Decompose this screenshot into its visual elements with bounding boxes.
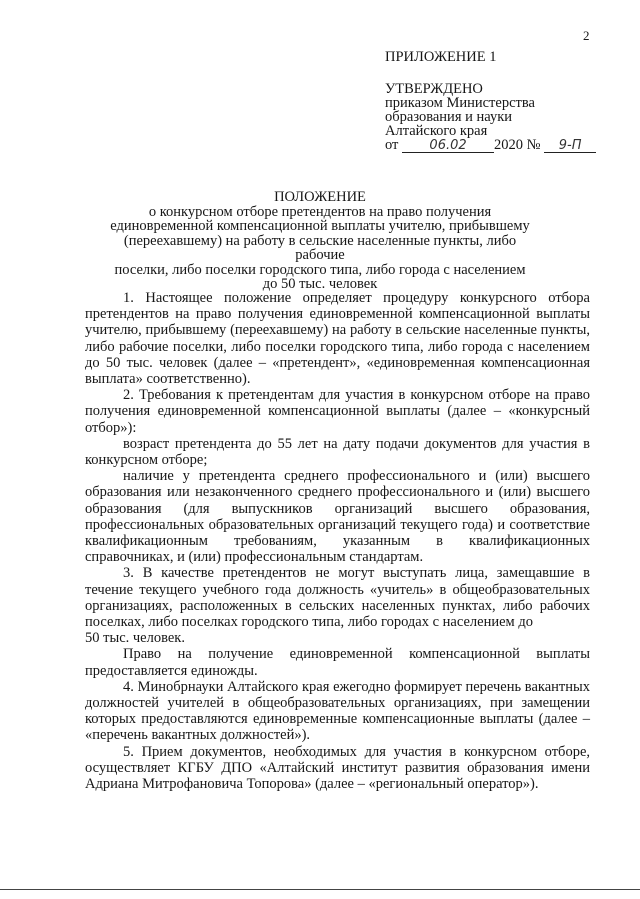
title-line-4: поселки, либо поселки городского типа, либо города с населением: [114, 261, 526, 278]
title-line-3: (переехавшему) на работу в сельские населенные пункты, либо рабочие: [123, 232, 517, 263]
order-number-handwritten: 9-П: [544, 139, 596, 153]
paragraph-3: 3. В качестве претендентов не могут выступать лица, замещавшие в течение текущего учебного года должность «учитель» в общеобразовательных организациях, расположенных в сельских населенных пунктах, либо рабочих поселках, либо поселках городского типа, либо городах с населением до: [85, 565, 590, 631]
order-line-3: Алтайского края: [385, 123, 488, 139]
page-number: 2: [583, 28, 590, 43]
approved-label: УТВЕРЖДЕНО: [385, 81, 483, 97]
date-prefix: от: [385, 137, 399, 153]
appendix-label: ПРИЛОЖЕНИЕ 1: [385, 49, 497, 65]
paragraph-right-once: Право на получение единовременной компенсационной выплаты предоставляется единожды.: [85, 646, 590, 679]
paragraph-5: 5. Прием документов, необходимых для участия в конкурсном отборе, осуществляет КГБУ ДПО «Алтайский институт развития образования имени Адриана Митрофановича Топорова» (далее – «региональный оператор»).: [85, 743, 590, 793]
title-heading: ПОЛОЖЕНИЕ: [274, 189, 366, 205]
paragraph-3-tail: 50 тыс. человек.: [85, 630, 185, 647]
paragraph-2: 2. Требования к претендентам для участия в конкурсном отборе на право получения единовременной компенсационной выплаты (далее – «конкурсный отбор»):: [85, 387, 590, 436]
document-title: [100, 190, 540, 292]
date-handwritten: 06.02: [402, 139, 494, 153]
title-line-5: до 50 тыс. человек: [262, 276, 378, 292]
paragraph-2-item-age: возраст претендента до 55 лет на дату подачи документов для участия в конкурсном отборе;: [85, 435, 590, 469]
year-number-label: 2020 №: [494, 137, 541, 153]
document-body: [85, 290, 590, 792]
title-line-1: о конкурсном отборе претендентов на право получения: [148, 203, 492, 220]
order-line-1: приказом Министерства: [385, 95, 535, 111]
order-date-line: [385, 138, 596, 153]
title-line-2: единовременной компенсационной выплаты учителю, прибывшему: [110, 218, 530, 234]
bottom-divider: [0, 889, 640, 890]
paragraph-2-item-education: наличие у претендента среднего профессионального и (или) высшего образования или незаконченного среднего профессионального и (или) высшего образования (для выпускников организаций высшего образования, профессиональных образовательных организаций текущего года) и соответствие квалификационным требованиям, указанным в квалификационных справочниках, и (или) профессиональным стандартам.: [85, 468, 590, 566]
order-line-2: образования и науки: [385, 109, 513, 125]
approval-block: [385, 82, 596, 153]
paragraph-4: 4. Минобрнауки Алтайского края ежегодно формирует перечень вакантных должностей учителей в общеобразовательных организациях, при замещении которых предоставляются единовременные компенсационные выплаты (далее – «перечень вакантных должностей»).: [85, 678, 590, 744]
paragraph-1: 1. Настоящее положение определяет процедуру конкурсного отбора претендентов на право получения единовременной компенсационной выплаты учителю, прибывшему (переехавшему) на работу в сельские населенные пункты, либо рабочие поселки, либо поселки городского типа, либо города с населением до 50 тыс. человек (далее – «претендент», «единовременная компенсационная выплата» соответственно).: [85, 290, 590, 388]
